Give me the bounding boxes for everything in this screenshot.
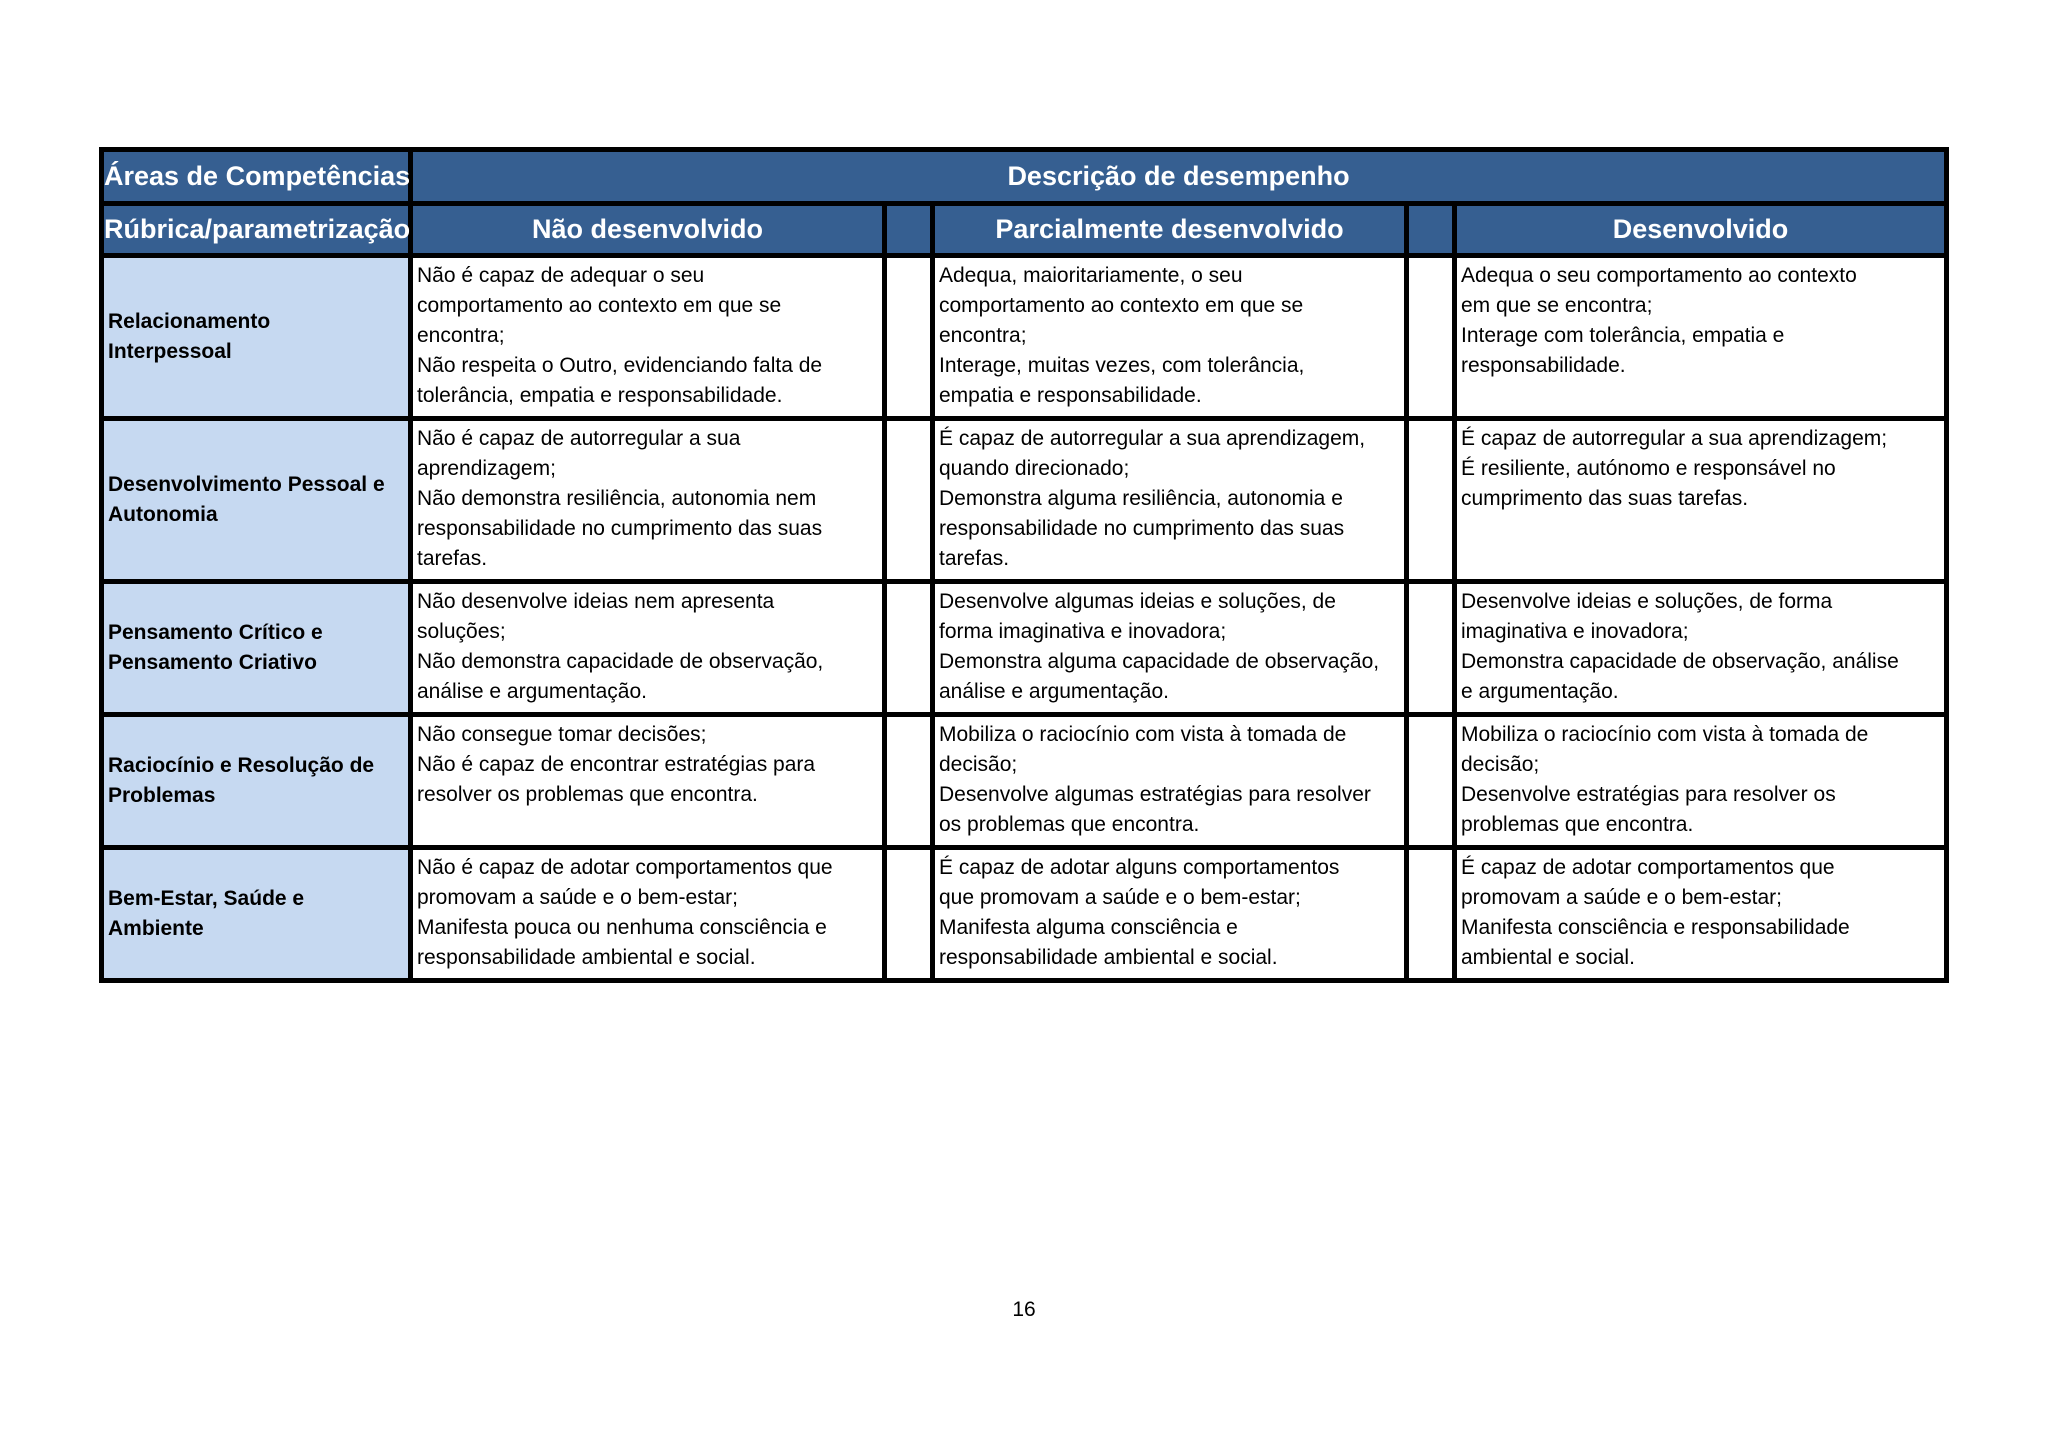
level-header-not-developed: Não desenvolvido — [411, 204, 885, 256]
spacer-cell — [885, 848, 933, 981]
description-cell: Desenvolve ideias e soluções, de forma imaginativa e inovadora; Demonstra capacidade de observação, análise e argumentação. — [1455, 582, 1947, 715]
spacer-cell — [885, 419, 933, 582]
rubric-header: Rúbrica/parametrização — [102, 204, 411, 256]
description-cell: É capaz de adotar alguns comportamentos que promovam a saúde e o bem-estar; Manifesta alguma consciência e responsabilidade ambiental e social. — [933, 848, 1407, 981]
competency-area: Relacionamento Interpessoal — [102, 256, 411, 419]
description-header: Descrição de desempenho — [411, 150, 1947, 204]
table-row — [102, 848, 1947, 981]
description-cell: Não desenvolve ideias nem apresenta soluções; Não demonstra capacidade de observação, análise e argumentação. — [411, 582, 885, 715]
description-cell: Mobiliza o raciocínio com vista à tomada de decisão; Desenvolve estratégias para resolver os problemas que encontra. — [1455, 715, 1947, 848]
description-cell: Desenvolve algumas ideias e soluções, de forma imaginativa e inovadora; Demonstra alguma capacidade de observação, análise e argumentação. — [933, 582, 1407, 715]
level-header-partially-developed: Parcialmente desenvolvido — [933, 204, 1407, 256]
description-cell: Não é capaz de adotar comportamentos que promovam a saúde e o bem-estar; Manifesta pouca ou nenhuma consciência e responsabilidade ambiental e social. — [411, 848, 885, 981]
competency-rubric-table — [99, 147, 1949, 983]
areas-header: Áreas de Competências — [102, 150, 411, 204]
competency-area: Raciocínio e Resolução de Problemas — [102, 715, 411, 848]
competency-area: Desenvolvimento Pessoal e Autonomia — [102, 419, 411, 582]
spacer-cell — [1407, 256, 1455, 419]
page-number: 16 — [1012, 1298, 1036, 1321]
spacer-cell — [885, 204, 933, 256]
table-row — [102, 715, 1947, 848]
table-row — [102, 419, 1947, 582]
spacer-cell — [1407, 848, 1455, 981]
description-cell: Adequa, maioritariamente, o seu comportamento ao contexto em que se encontra; Interage, muitas vezes, com tolerância, empatia e responsabilidade. — [933, 256, 1407, 419]
spacer-cell — [885, 256, 933, 419]
description-cell: É capaz de adotar comportamentos que promovam a saúde e o bem-estar; Manifesta consciência e responsabilidade ambiental e social. — [1455, 848, 1947, 981]
spacer-cell — [1407, 419, 1455, 582]
description-cell: Adequa o seu comportamento ao contexto em que se encontra; Interage com tolerância, empatia e responsabilidade. — [1455, 256, 1947, 419]
description-cell: É capaz de autorregular a sua aprendizagem; É resiliente, autónomo e responsável no cumprimento das suas tarefas. — [1455, 419, 1947, 582]
description-cell: Não consegue tomar decisões; Não é capaz de encontrar estratégias para resolver os problemas que encontra. — [411, 715, 885, 848]
table-row — [102, 256, 1947, 419]
description-cell: Mobiliza o raciocínio com vista à tomada de decisão; Desenvolve algumas estratégias para resolver os problemas que encontra. — [933, 715, 1407, 848]
competency-area: Pensamento Crítico e Pensamento Criativo — [102, 582, 411, 715]
description-cell: É capaz de autorregular a sua aprendizagem, quando direcionado; Demonstra alguma resiliência, autonomia e responsabilidade no cumprimento das suas tarefas. — [933, 419, 1407, 582]
spacer-cell — [885, 715, 933, 848]
level-header-developed: Desenvolvido — [1455, 204, 1947, 256]
description-cell: Não é capaz de autorregular a sua aprendizagem; Não demonstra resiliência, autonomia nem responsabilidade no cumprimento das suas tarefas. — [411, 419, 885, 582]
table-row — [102, 582, 1947, 715]
spacer-cell — [1407, 204, 1455, 256]
spacer-cell — [1407, 715, 1455, 848]
spacer-cell — [1407, 582, 1455, 715]
header-row-2 — [102, 204, 1947, 256]
competency-area: Bem-Estar, Saúde e Ambiente — [102, 848, 411, 981]
spacer-cell — [885, 582, 933, 715]
header-row-1 — [102, 150, 1947, 204]
description-cell: Não é capaz de adequar o seu comportamento ao contexto em que se encontra; Não respeita o Outro, evidenciando falta de tolerância, empatia e responsabilidade. — [411, 256, 885, 419]
